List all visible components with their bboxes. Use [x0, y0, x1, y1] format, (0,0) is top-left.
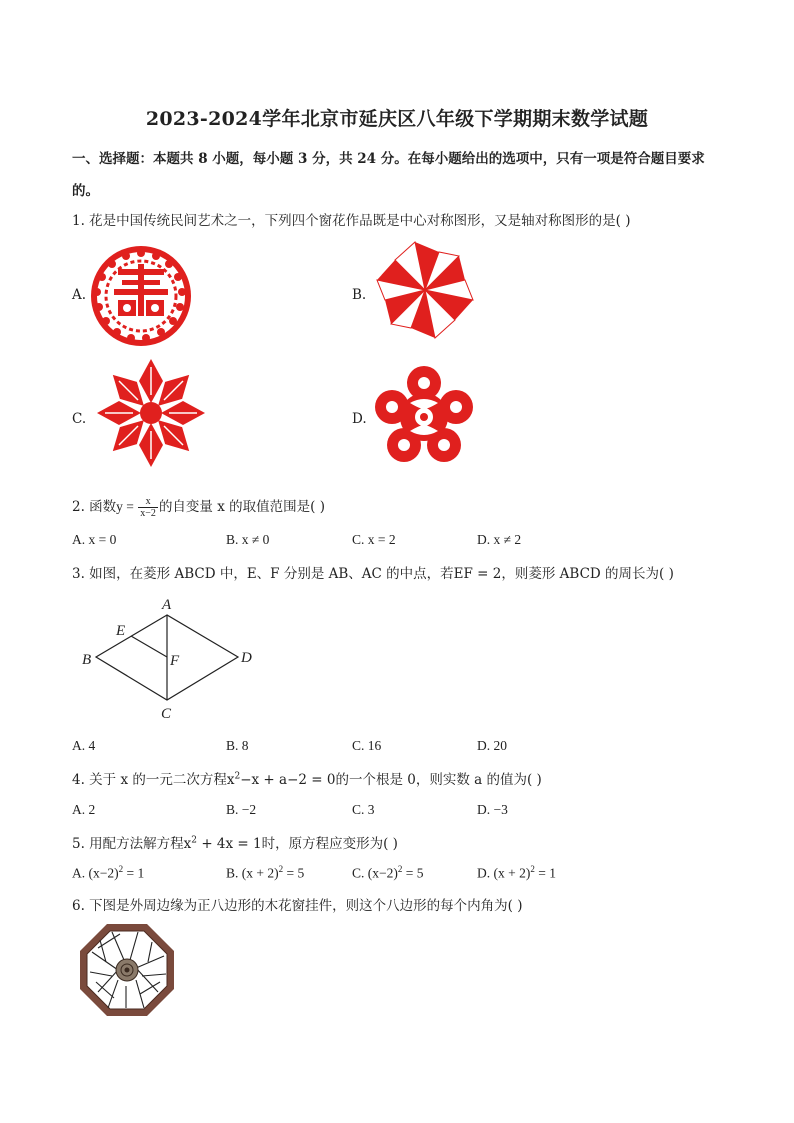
- q3-label-d: D: [241, 650, 252, 666]
- q3-option-a: A. 4: [72, 738, 96, 753]
- q6-stem: 6. 下图是外周边缘为正八边形的木花窗挂件，则这个八边形的每个内角为( ): [72, 898, 523, 914]
- q1-option-d-image: [368, 362, 480, 472]
- q3-label-f: F: [170, 653, 180, 669]
- q5-option-b-base: B. (x + 2): [226, 865, 279, 881]
- q1-option-c-image: [92, 358, 210, 468]
- q2-stem-suffix: 的自变量 x 的取值范围是( ): [158, 499, 325, 515]
- q3-label-b: B: [82, 652, 92, 668]
- q3-option-b: B. 8: [226, 738, 249, 753]
- q2-option-d: D. x ≠ 2: [477, 532, 522, 547]
- q5-option-a: [72, 864, 144, 882]
- q5-option-b-rhs: = 5: [283, 865, 305, 881]
- q2-option-c: C. x = 2: [352, 532, 396, 547]
- q5-option-c: [352, 864, 423, 882]
- q2-option-a: A. x = 0: [72, 532, 117, 547]
- q1-option-b-image: [368, 240, 482, 340]
- q3-label-e: E: [116, 623, 126, 639]
- page-title: 2023-2024学年北京市延庆区八年级下学期期末数学试题: [145, 108, 649, 130]
- q3-label-c: C: [161, 706, 172, 722]
- q2-fraction-numerator: x: [138, 496, 158, 508]
- q2-fraction: [138, 496, 158, 519]
- q3-rhombus-diagram: [78, 592, 268, 724]
- q4-option-a: A. 2: [72, 802, 96, 817]
- q5-option-b: [226, 864, 304, 882]
- q5-option-b-exponent: 2: [278, 864, 284, 874]
- q5-option-d-exponent: 2: [530, 864, 535, 874]
- q2-option-b: B. x ≠ 0: [226, 532, 270, 547]
- q3-label-a: A: [162, 597, 172, 613]
- q5-option-a-base: A. (x−2): [72, 865, 119, 881]
- q5-option-a-rhs: = 1: [123, 865, 145, 881]
- section-heading-line2: 的。: [72, 183, 99, 199]
- q1-option-a-image: [88, 244, 194, 348]
- q4-stem-prefix: 4. 关于 x 的一元二次方程x: [72, 772, 235, 788]
- q2-stem: [72, 495, 325, 519]
- q4-option-c: C. 3: [352, 802, 375, 817]
- q3-option-c: C. 16: [352, 738, 382, 753]
- q1-option-c-label: C.: [72, 411, 87, 427]
- q4-option-d: D. −3: [477, 802, 508, 817]
- q2-function-lhs: y =: [116, 499, 138, 514]
- q3-stem: 3. 如图，在菱形 ABCD 中，E、F 分别是 AB、AC 的中点，若EF = 2，则菱形 ABCD 的周长为( ): [72, 566, 674, 582]
- q5-option-c-rhs: = 5: [402, 865, 424, 881]
- q5-option-d: [477, 864, 556, 882]
- q5-option-c-base: C. (x−2): [352, 865, 398, 881]
- q5-stem-prefix: 5. 用配方法解方程x: [72, 836, 192, 852]
- q1-option-d-label: D.: [352, 411, 367, 427]
- q5-stem-exponent: 2: [191, 835, 198, 846]
- q5-stem-suffix: + 4x = 1时，原方程应变形为( ): [197, 836, 398, 852]
- q5-option-d-rhs: = 1: [534, 865, 556, 881]
- q3-option-d: D. 20: [477, 738, 507, 753]
- q2-stem-prefix: 2. 函数: [72, 499, 117, 515]
- q5-option-a-exponent: 2: [118, 864, 124, 874]
- q5-stem: [72, 832, 398, 852]
- q5-option-c-exponent: 2: [397, 864, 403, 874]
- q2-fraction-denominator: x−2: [140, 508, 156, 519]
- q4-stem: [72, 768, 542, 788]
- q1-stem: 1. 花是中国传统民间艺术之一，下列四个窗花作品既是中心对称图形，又是轴对称图形的是( ): [72, 213, 631, 229]
- q4-stem-exponent: 2: [234, 771, 241, 782]
- q5-option-d-base: D. (x + 2): [477, 865, 531, 881]
- section-heading-line1: 一、选择题：本题共 8 小题，每小题 3 分，共 24 分。在每小题给出的选项中，只有一项是符合题目要求: [72, 151, 705, 167]
- q4-option-b: B. −2: [226, 802, 257, 817]
- q1-option-a-label: A.: [72, 287, 87, 303]
- q4-stem-suffix: −x + a−2 = 0的一个根是 0，则实数 a 的值为( ): [240, 772, 542, 788]
- q6-octagon-window-image: [78, 922, 176, 1018]
- q1-option-b-label: B.: [352, 287, 367, 303]
